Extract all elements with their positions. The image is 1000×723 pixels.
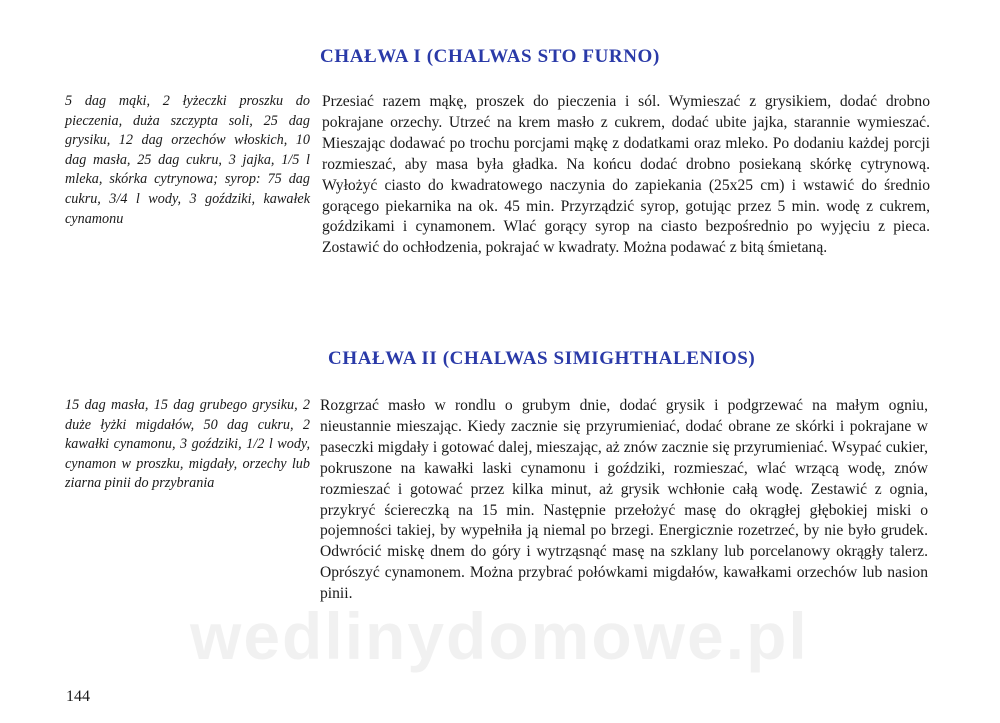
recipe-2-ingredients: 15 dag masła, 15 dag grubego grysiku, 2 duże łyżki migdałów, 50 dag cukru, 2 kawałki cynamonu, 3 goździki, 1/2 l wody, cynamon w proszku, migdały, orzechy lub ziarna pinii do przybrania xyxy=(65,397,310,492)
recipe-1-title: CHAŁWA I (CHALWAS STO FURNO) xyxy=(320,46,660,67)
recipe-2-title: CHAŁWA II (CHALWAS SIMIGHTHALENIOS) xyxy=(328,348,756,369)
recipe-1-ingredients: 5 dag mąki, 2 łyżeczki proszku do pieczenia, duża szczypta soli, 25 dag grysiku, 12 dag orzechów włoskich, 10 dag masła, 25 dag cukru, 3 jajka, 1/5 l mleka, skórka cytrynowa; syrop: 75 dag cukru, 3/4 l wody, 3 goździki, kawałek cynamonu xyxy=(65,93,310,227)
watermark: wedlinydomowe.pl xyxy=(190,599,809,673)
recipe-1-instructions: Przesiać razem mąkę, proszek do pieczenia i sól. Wymieszać z grysikiem, dodać drobno pokrajane orzechy. Utrzeć na krem masło z cukrem, dodać ubite jajka, starannie wymieszać. Mieszając dodawać po trochu porcjami mąkę z dodatkami oraz mleko. Po dodaniu każdej porcji rozmieszać, aby masa była gładka. Na końcu dodać drobno posiekaną skórkę cytrynową. Wyłożyć ciasto do kwadratowego naczynia do zapiekania (25x25 cm) i wstawić do średnio gorącego piekarnika na ok. 45 min. Przyrządzić syrop, gotując przez 5 min. wodę z cukrem, goździkami i cynamonem. Wlać gorący syrop na ciasto bezpośrednio po wyjęciu z pieca. Zostawić do ochłodzenia, pokrajać w kwadraty. Można podawać z bitą śmietaną. xyxy=(322,93,930,257)
page-number: 144 xyxy=(66,688,90,705)
recipe-2-instructions: Rozgrzać masło w rondlu o grubym dnie, dodać grysik i podgrzewać na małym ogniu, nieustannie mieszając. Kiedy zacznie się przyrumieniać, dodać obrane ze skórki i pokrajane w paseczki migdały i gotować dalej, mieszając, aż znów zacznie się przyrumieniać. Wsypać cukier, pokruszone na kawałki laski cynamonu i goździki, rozmieszać, wlać wrzącą wodę, znów rozmieszać i gotować przez kilka minut, aż grysik wchłonie całą wodę. Zestawić z ognia, przykryć ściereczką na 15 min. Następnie przełożyć masę do okrągłej głębokiej miski o pojemności takiej, by wypełniła ją niemal po brzegi. Energicznie rozetrzeć, by nie było grudek. Odwrócić miskę dnem do góry i wytrząsnąć masę na szklany lub porcelanowy okrągły talerz. Oprószyć cynamonem. Można przybrać połówkami migdałów, kawałkami orzechów lub nasion pinii. xyxy=(320,397,928,603)
